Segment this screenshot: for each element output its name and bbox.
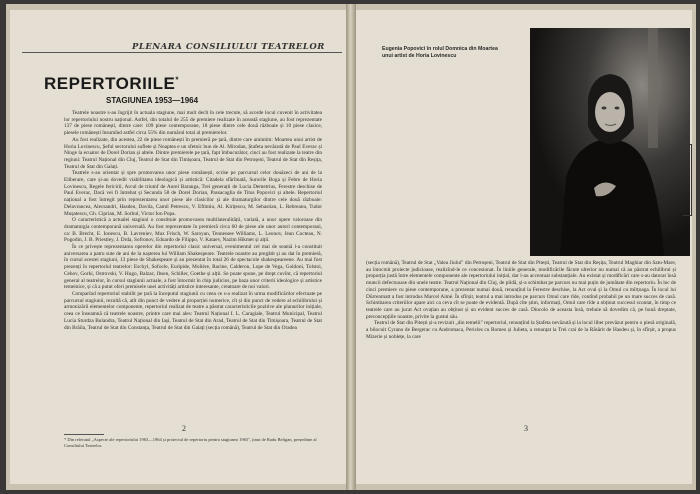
running-header: PLENARA CONSILIULUI TEATRELOR (132, 42, 325, 52)
paragraph: Teatrele s-au orientat și spre promovarea unor piese românești, scrise pe parcursul celor douăzeci de ani de la Eliberare, care și-au dovedit viabilitatea ideologică și artistică: Citadela sfărîmată, Surorile Boga și Febre de Horia Lovinescu, Regele fericirii, Arcul de triumf de Aurel Baranga, Trei generații de Lucia Demetrius, Ferestre deschise de Paul Everac, Dacă vei fi întrebat și Secunda 58 de Dorel Dorian, Passacaglia de Titus Popovici și altele. Repertoriul național a fost întregit prin reprezentarea unor piese ale clasicilor și ale dramaturgilor dintre cele două războaie: Delavrancea, Alecsandri, Hasdeu, Davila, Camil Petrescu, V. Eftimiu, Al. Kirițescu, M. Sebastian, L. Rebreanu, Tudor Mușatescu, Gh. Ciprian, M. Sorbul, Victor Ion Popa. (64, 170, 322, 217)
photo-caption (382, 46, 522, 60)
caption-line: Eugenia Popovici în rolul Domnica din Moartea (382, 46, 498, 52)
right-body-text (366, 260, 676, 430)
actress-photo (530, 28, 690, 256)
paragraph: Au fost realizate, din acestea, 22 de piese românești în premieră pe țară, dintre care amintim: Moartea unui artist de Horia Lovinescu, Șeful sectorului suflete și Noaptea e un sfetnic bun de Al. Mirodan, Ștafeta nevăzută de Paul Everac și Ninge la ecuator de Dorel Dorian și altele. Dintre premierele pe țară, fapt îmbucurător, cinci au fost realizate la teatre din regiuni: Teatrul Național din Cluj, Teatrul de Stat din Timișoara, Teatrul de Stat din Petroșeni, Teatrul de Stat din Reșița, Teatrul de Stat din Galați. (64, 136, 322, 170)
portrait-image (530, 28, 690, 256)
page-edge-bracket (683, 144, 692, 216)
book-spread (6, 4, 696, 490)
left-body-text (64, 110, 322, 432)
header-rule (22, 52, 342, 53)
paragraph: Teatrul de Stat din Pitești și-a revizuit „din temelii" repertoriul, renunțînd la Ștafeta nevăzută și la locul liber prevăzut pentru o piesă originală, a bilocuit Cyrano de Bergerac cu Andromaca, Pericles cu Romeo și Julieta, a renunțat la Trei crai de la Răsărit de Hasdeu și, în sfîrșit, a propus Mizerie și noblețe, la care (366, 320, 676, 340)
article-subtitle: STAGIUNEA 1953—1964 (106, 96, 199, 105)
paragraph: Teatrele noastre s-au îngrijit în actuala stagiune, mai mult decît în cele trecute, să acorde locul cuvenit în activitatea lor repertoriului nostru național. Astfel, din totalul de 255 de premiere realizate în această stagiune, au fost reprezentate 137 de piese românești, dintre care: 109 piese contemporane, 18 piese dintre cele două războaie și 10 piese clasice, piesele românești însumînd astfel circa 55% din numărul total al premierelor. (64, 110, 322, 137)
footnote-rule (64, 434, 104, 435)
book-gutter (346, 4, 356, 490)
footnote-mark: * (175, 75, 179, 85)
paragraph: Comparînd repertoriul stabilit pe țară la începutul stagiunii cu ceea ce s-a realizat în urma modificărilor efectuate pe parcursul stagiunii, rezultă că, atît din punct de vedere al proporției numerice, cît și din punct de vedere al echilibrului și armonizării elementelor componente, repertoriul realizat de teatre a păstrat caracteristicile pozitive ale planurilor inițiale, ceea ce înseamnă că teatrele noastre, printre care mai ales: Teatrul Național I. L. Caragiale, Teatrul Municipal, Teatrul Lucia Sturdza Bulandra, Teatrul Național din Iași, Teatrul de Stat din Arad, Teatrul de Stat din Timișoara, Teatrul de Stat din Brăila, Teatrul de Stat din Constanța, Teatrul de Stat din Galați (secția română), Teatrul de Stat din Oradea (64, 290, 322, 331)
paragraph: (secția română), Teatrul de Stat „Valea Jiului" din Petroșeni, Teatrul de Stat din Pitești, Teatrul de Stat din Reșița, Teatrul Maghiar din Satu-Mare, au întocmit proiecte judicioase, realizînd-le ce concesionat. În liniile generale, modificările făcute ulterior nu numai că au păstrat echilibrul și proporția justă între elementele componente ale repertoriului inițial, dar l-au accentuat substanțiale. Au existat și modificări care s-au datorat însă muncii defectuoase din unele teatre. Teatrul Național din Cluj, de pildă, și-a schimbat pe parcurs nu mai puțin de jumătate din repertoriu. În loc de cinci premiere cu piese contemporane, a prezentat numai două, renunțînd la Ferestre deschise, la Act oval și la Omul cu mîrțoaga. În locul lui Dürrenmatt a fost introdus Marcel Aimé. În sfîrșit, teatrul a mai introdus pe parcurs Omul care rîde, contînd probabil pe un mare succes de casă. Schimbarea criteriilor apare aici ca ceva cît se poate de evidentă. După cîte știm, informați, Omul care rîde a obținut succesul scontat, în timp ce teatrele care au jucat Act ovațian au obținut și un evident succes de casă. Dincolo de aceasta însă, trebuie să dovedim că, pe bună dreptate, preconcepțiile noastre, privite la gustul său. (366, 260, 676, 320)
page-number-left: 2 (182, 424, 186, 433)
article-title (44, 74, 179, 94)
paragraph: O caracteristică a actualei stagiuni o constituie promovarea multilateralității, variată, a unor opere valoroase din dramaturgia contemporană universală. Au fost reprezentate în premieră circa 60 de piese ale unor autori contemporani, ca: B. Brecht, E. Ionescu, B. Lavreniev, Max Frisch, W. Saroyan, Tennessee Williams, L. Leonov, Jean Cocteau, N. Pogodin, J. B. Priestley, J. Drda, Sofronov, Eduardo de Filippo, V. Kataev, Nazim Hikmet și alții. (64, 217, 322, 244)
caption-line: unui artist de Horia Lovinescu (382, 53, 457, 59)
page-number-right: 3 (524, 424, 528, 433)
article-title-text: REPERTORIILE (44, 74, 176, 93)
footnote: * Din referatul „Aspecte ale repertoriului 1963—1964 și proiectul de repertoriu pentru stagiunea 1965", ținut de Radu Beligan, președinte al Consiliului Teatrelor. (64, 437, 317, 448)
paragraph: În ce privește reprezentarea operelor din repertoriul clasic universal, evenimentul cel mai de seamă l-a constituit aniversarea a patru sute de ani de la nașterea lui William Shakespeare. Teatrele noastre au pregătit și au dat în premieră, în cursul acestei stagiuni, 13 piese de Shakespeare și au prezentat în total 26 de spectacole shakespeareene. Au mai fost prezenți în repertoriul teatrelor: Eschyl, Sofocle, Euripide, Molière, Racine, Calderon, Lope de Vega, Goldoni, Tolstoi, Cehov, Gorki, Ostrovski, V. Hugo, Balzac, Ibsen, Schiller, Goethe și alții. Se poate spune, pe drept cuvînt, că repertoriul general al teatrelor, în cursul stagiunii actuale, a fost întocmit în chip judicios, pe baza unor criterii ideologice și artistice temeinice, și că a putut oferi premisele unei activități artistice interesante, creatoare de noi valori. (64, 244, 322, 291)
